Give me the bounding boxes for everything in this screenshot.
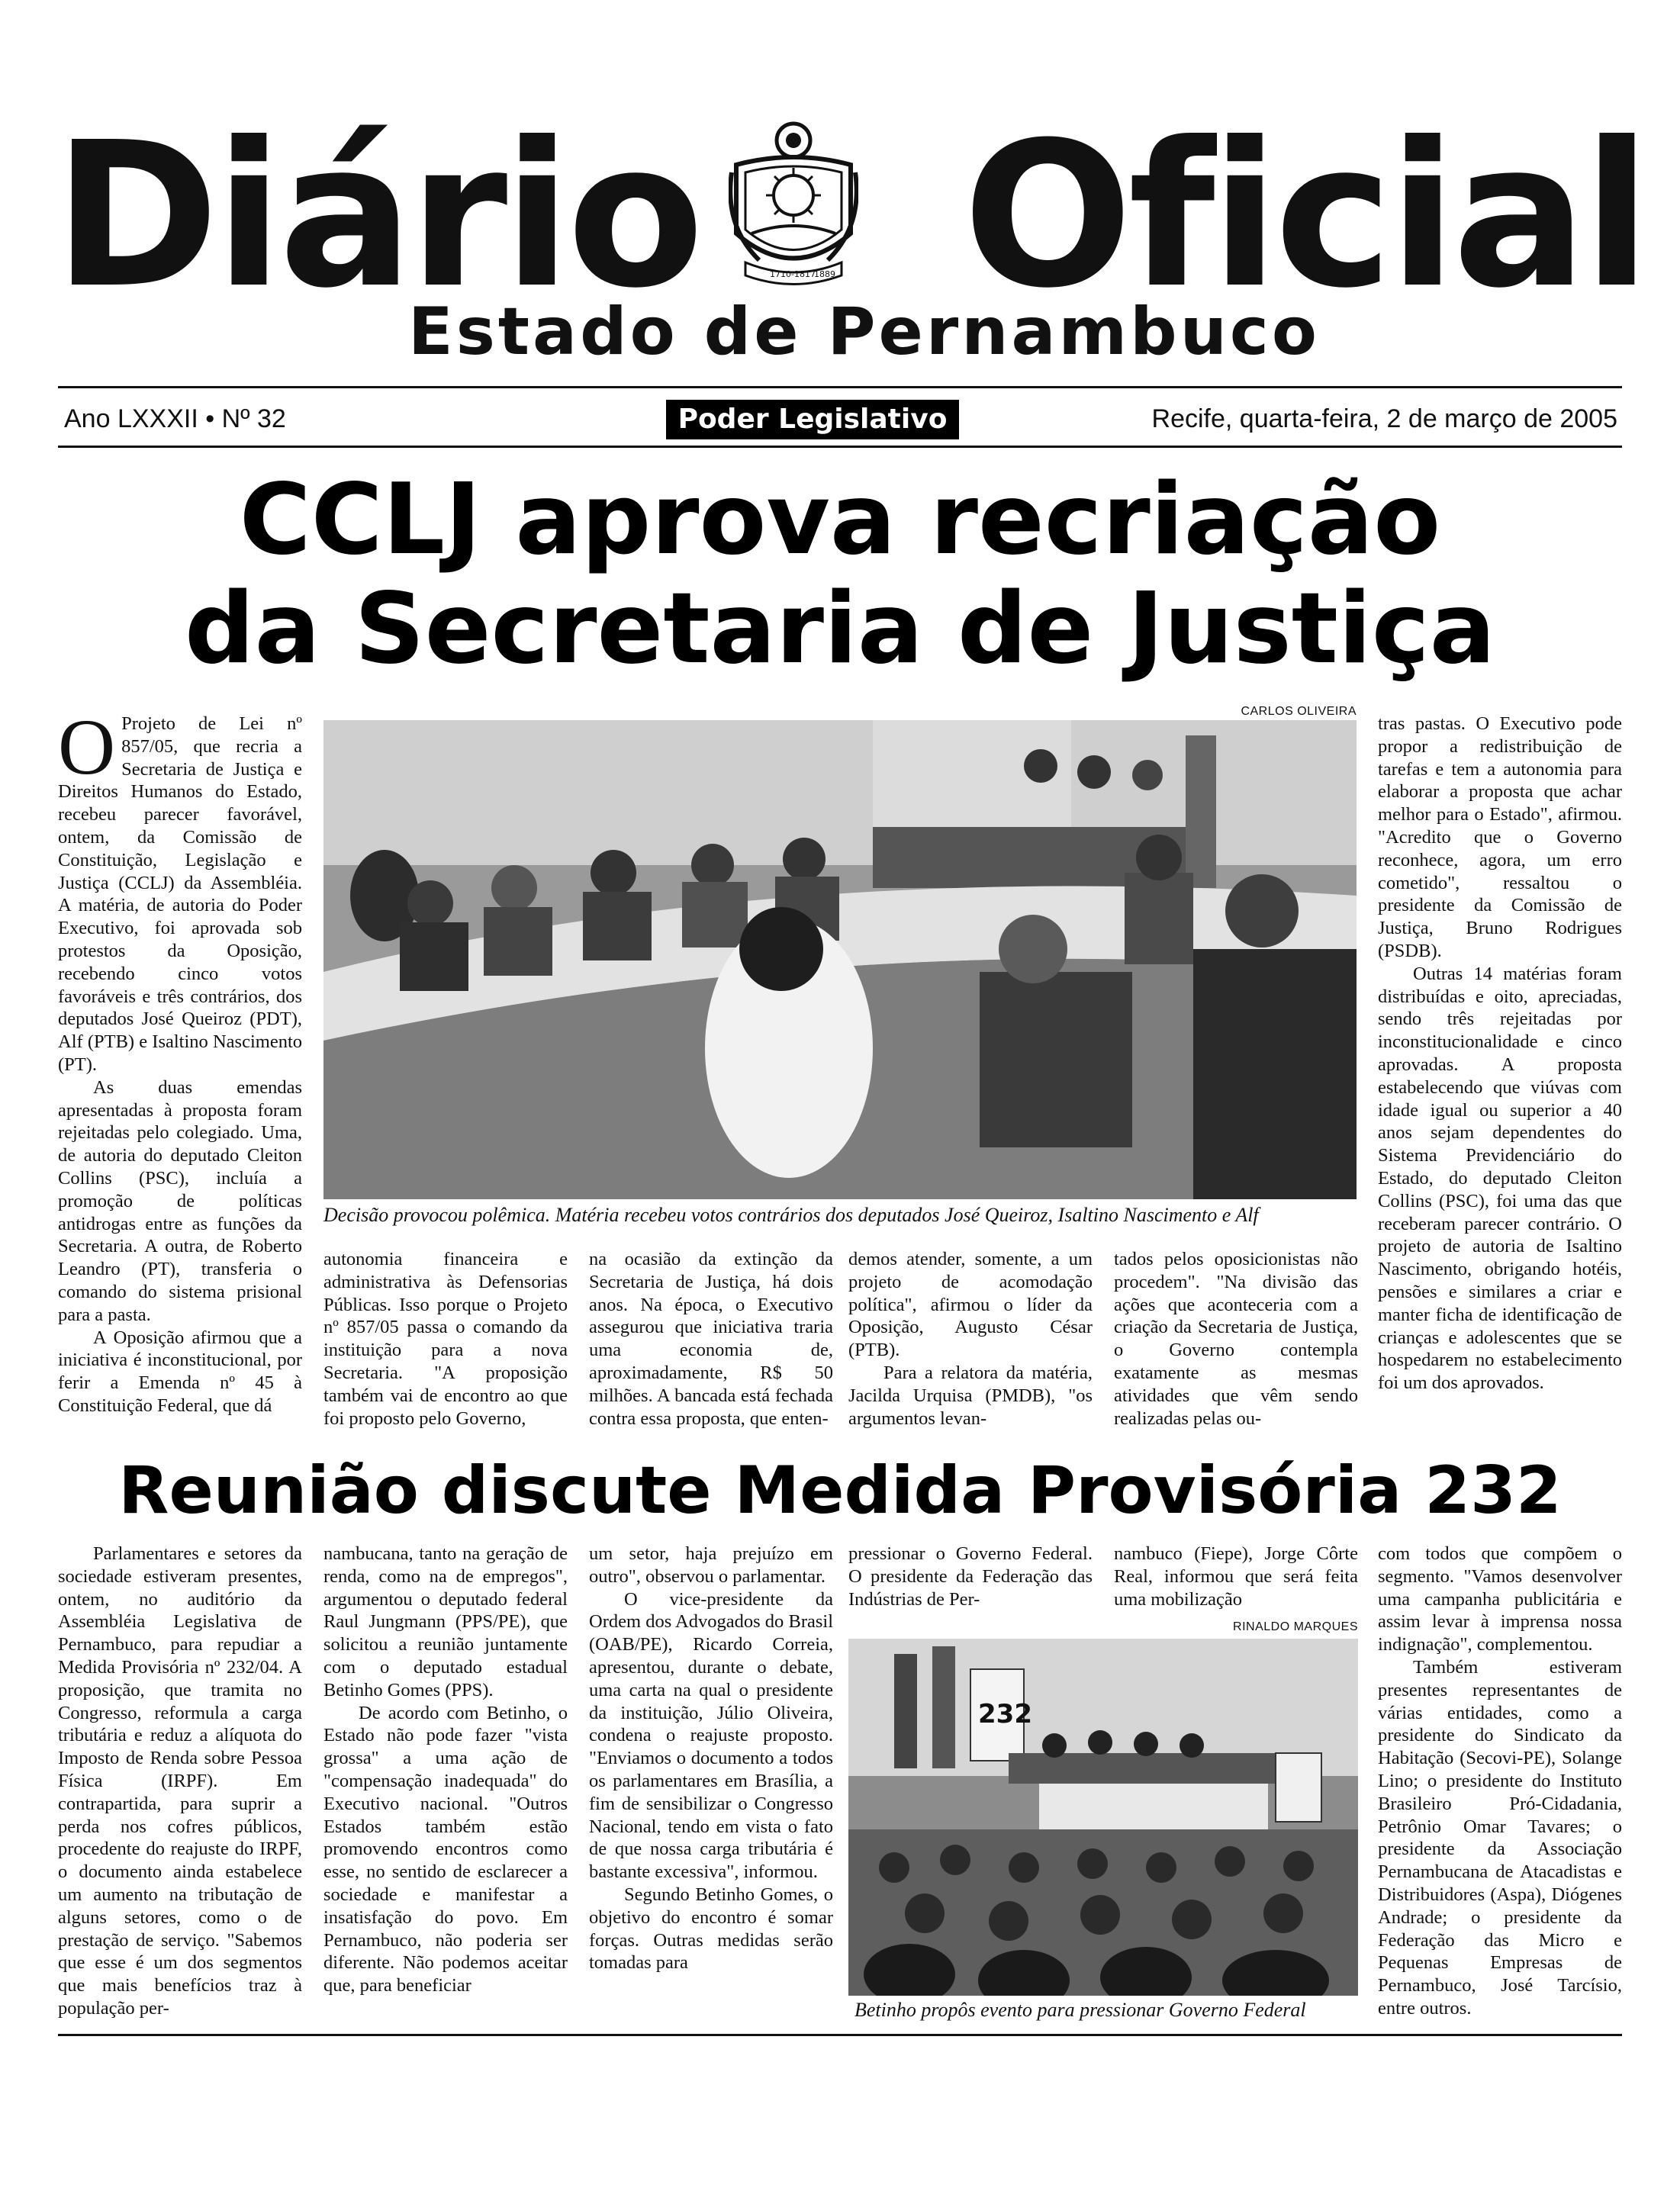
article1-col1-p1: Projeto de Lei nº 857/05, que recria a Secretaria de Justiça e Direitos Humanos do Estado, recebeu parecer favorável, ontem, da Comissão de Constituição, Legislação e Justiça (CCLJ) da Assembléia. A matéria, de autoria do Poder Executivo, foi aprovada sob protestos da Oposição, recebendo cinco votos favoráveis e três contrários, dos deputados José Queiroz (PDT), Alf (PTB) e Isaltino Nascimento (PT). — [58, 713, 302, 1075]
article2-col3-p2: O vice-presidente da Ordem dos Advogados do Brasil (OAB/PE), Ricardo Correia, apresentou, durante o debate, uma carta na qual o presidente da instituição, Júlio Oliveira, condena o reajuste proposto. "Enviamos o documento a todos os parlamentares em Brasília, a fim de sensibilizar o Congresso Nacional, tendo em vista o fato de que nossa carga tributária é bastante excessiva", informou. — [589, 1588, 833, 1883]
article2-column-1 — [58, 1543, 302, 2058]
masthead-rule-bottom — [58, 446, 1622, 448]
state-seal-logo — [729, 119, 858, 287]
article1-dropcap: O — [58, 713, 116, 791]
masthead-subtitle: Estado de Pernambuco — [408, 294, 1320, 370]
article1-photo — [323, 720, 1357, 1199]
seal-year-right: 1889 — [814, 269, 835, 279]
article2-column-2 — [323, 1543, 568, 2058]
masthead-title-right: Oficial — [963, 99, 1647, 332]
article1-col1-p3: A Oposição afirmou que a iniciativa é inconstitucional, por ferir a Emenda nº 45 à Constituição Federal, que dá — [58, 1327, 302, 1416]
footer-rule — [58, 2034, 1622, 2036]
article2-col3-p1: um setor, haja prejuízo em outro", observou o parlamentar. — [589, 1543, 833, 1587]
article2-column-5: nambuco (Fiepe), Jorge Côrte Real, informou que será feita uma mobilização — [1114, 1543, 1358, 1610]
article1-col6-p1: tras pastas. O Executivo pode propor a redistribuição de tarefas e tem a autonomia para elaborar a proposta que achar melhor para o Estado", afirmou. "Acredito que o Governo reconhece, agora, um erro cometido", ressaltou o presidente da Comissão de Justiça, Bruno Rodrigues (PSDB). — [1378, 713, 1622, 961]
masthead-title-left: Diário — [53, 99, 700, 332]
article1-column-4 — [848, 1248, 1093, 1439]
article2-col2-p2: De acordo com Betinho, o Estado não pode fazer "vista grossa" a uma ação de "compensação inadequada" do Executivo nacional. "Outros Estados também estão promovendo encontros como esse, no sentido de esclarecer a sociedade e manifestar a insatisfação do povo. Em Pernambuco, não poderia ser diferente. Não podemos aceitar que, para beneficiar — [323, 1702, 568, 1996]
article2-photo — [848, 1639, 1358, 1996]
article2-photo-credit: RINALDO MARQUES — [1233, 1620, 1358, 1633]
article2-photo-caption: Betinho propôs evento para pressionar Governo Federal — [854, 1999, 1306, 2021]
article2-col6-p1: com todos que compõem o segmento. "Vamos desenvolver uma campanha publicitária e assim levar à imprensa nossa indignação", complementou. — [1378, 1543, 1622, 1655]
article1-col4-p1: demos atender, somente, a um projeto de acomodação política", afirmou o líder da Oposição, Augusto César (PTB). — [848, 1249, 1093, 1361]
article2-photo-banner-text: 232 — [978, 1699, 1032, 1729]
article2-col3-p3: Segundo Betinho Gomes, o objetivo do encontro é somar forças. Outras medidas serão tomadas para — [589, 1884, 833, 1974]
article1-headline-line2: da Secretaria de Justiça — [184, 572, 1496, 687]
article2-column-3 — [589, 1543, 833, 2058]
article1-photo-caption: Decisão provocou polêmica. Matéria recebeu votos contrários dos deputados José Queiroz, Isaltino Nascimento e Alf — [323, 1204, 1259, 1226]
article1-col6-p2: Outras 14 matérias foram distribuídas e oito, apreciadas, sendo três rejeitadas por inconstitucionalidade e cinco aprovadas. A proposta estabelecendo que viúvas com idade igual ou superior a 40 anos sejam dependentes do Sistema Previdenciário do Estado, do deputado Cleiton Collins (PSC), foi uma das que receberam parecer contrário. O projeto de autoria de Isaltino Nascimento, obrigando hotéis, pensões e similares a criar e manter ficha de identificação de crianças e adolescentes que se hospedarem no estabelecimento foi um dos aprovados. — [1378, 963, 1622, 1394]
article1-column-1 — [58, 713, 302, 1437]
article1-col4-p2: Para a relatora da matéria, Jacilda Urquisa (PMDB), "os argumentos levan- — [848, 1362, 1093, 1429]
article1-headline — [46, 463, 1634, 687]
article2-col6-p2: Também estiveram presentes representantes de várias entidades, como a presidente do Sindicato da Habitação (Secovi-PE), Solange Lino; o presidente do Instituto Brasileiro Pró-Cidadania, Petrônio Omar Tavares; o presidente da Associação Pernambucana de Atacadistas e Distribuidores (Aspa), Diógenes Andrade; o presidente da Federação das Micro e Pequenas Empresas de Pernambuco, José Tarcísio, entre outros. — [1378, 1656, 1622, 2019]
article2-col2-p1: nambucana, tanto na geração de renda, como na de empregos", argumentou o deputado federal Raul Jungmann (PPS/PE), que solicitou a reunião juntamente com o deputado estadual Betinho Gomes (PPS). — [323, 1543, 568, 1700]
article1-column-6 — [1378, 713, 1622, 1437]
article1-column-2: autonomia financeira e administrativa às Defensorias Públicas. Isso porque o Projeto nº 857/05 passa o comando da instituição para a nova Secretaria. "A proposição também vai de encontro ao que foi proposto pelo Governo, — [323, 1249, 568, 1429]
section-label: Poder Legislativo — [666, 400, 959, 439]
article1-photo-credit: CARLOS OLIVEIRA — [1241, 705, 1357, 718]
issue-dateline: Recife, quarta-feira, 2 de março de 2005 — [1151, 404, 1617, 433]
article1-col1-p2: As duas emendas apresentadas à proposta foram rejeitadas pelo colegiado. Uma, de autoria do deputado Cleiton Collins (PSC), incluía a promoção de políticas antidrogas entre as funções da Secretaria. A outra, de Roberto Leandro (PT), transferia o comando do sistema prisional para a pasta. — [58, 1076, 302, 1325]
article1-column-5: tados pelos oposicionistas não procedem". "Na divisão das ações que aconteceria com a criação da Secretaria de Justiça, o Governo contempla exatamente as mesmas atividades que vêm sendo realizadas pelas ou- — [1114, 1249, 1358, 1429]
article2-column-4: pressionar o Governo Federal. O presidente da Federação das Indústrias de Per- — [848, 1543, 1093, 1610]
masthead-rule-top — [58, 386, 1622, 388]
issue-number: Ano LXXXII • Nº 32 — [64, 404, 286, 433]
article2-column-6 — [1378, 1543, 1622, 2058]
article2-col1-p1: Parlamentares e setores da sociedade estiveram presentes, ontem, no auditório da Assembléia Legislativa de Pernambuco, para repudiar a Medida Provisória nº 232/04. A proposição, que tramita no Congresso, reformula a carga tributária e reduz a alíquota do Imposto de Renda sobre Pessoa Física (IRPF). Em contrapartida, para suprir a perda nos cofres públicos, procedente do reajuste do IRPF, o documento ainda estabelece um aumento na tributação de alguns setores, como o de prestação de serviço. "Sabemos que esse é um dos segmentos que mais benefícios traz à população per- — [58, 1543, 302, 2019]
article2-headline: Reunião discute Medida Provisória 232 — [118, 1453, 1562, 1529]
seal-year-left: 1710-1817 — [770, 269, 816, 279]
article1-column-3: na ocasião da extinção da Secretaria de Justiça, há dois anos. Na época, o Executivo assegurou que iniciativa traria uma economia de, aproximadamente, R$ 50 milhões. A bancada está fechada contra essa proposta, que enten- — [589, 1249, 833, 1429]
article1-headline-line1: CCLJ aprova recriação — [239, 463, 1441, 577]
